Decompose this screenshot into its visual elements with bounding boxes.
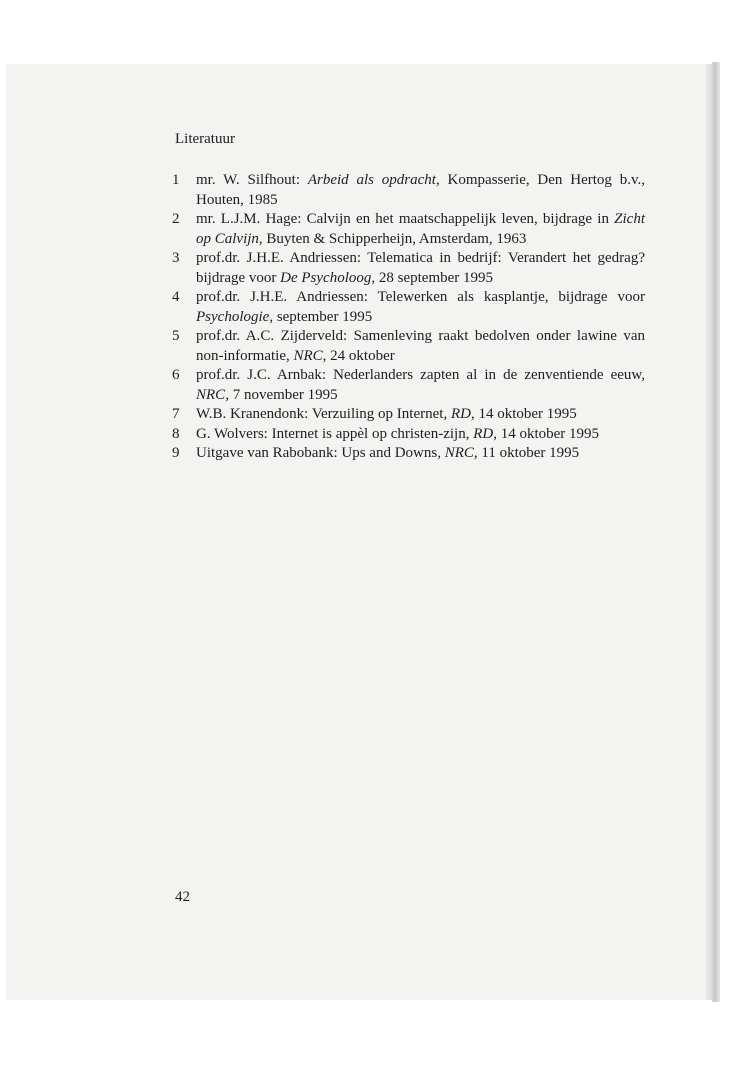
reference-number: 7 bbox=[172, 406, 180, 422]
reference-segment: prof.dr. J.H.E. Andriessen: Telematica in bedrijf: Verandert het gedrag? bijdrage voor bbox=[196, 250, 645, 286]
reference-text bbox=[196, 250, 645, 286]
reference-segment: mr. W. Silfhout: bbox=[196, 172, 308, 188]
reference-list bbox=[170, 171, 645, 464]
reference-number: 2 bbox=[172, 211, 180, 227]
page-edge bbox=[712, 62, 720, 1002]
reference-title: De Psycholoog bbox=[280, 269, 372, 286]
reference-item bbox=[170, 210, 645, 249]
reference-item bbox=[170, 288, 645, 327]
reference-item bbox=[170, 171, 645, 210]
reference-text bbox=[196, 367, 645, 403]
reference-item bbox=[170, 425, 645, 445]
reference-title: NRC bbox=[444, 445, 474, 461]
reference-number: 8 bbox=[172, 425, 180, 442]
reference-number: 9 bbox=[172, 445, 180, 461]
reference-segment: prof.dr. A.C. Zijderveld: Samenleving raakt bedolven onder lawine van non-informatie, bbox=[196, 328, 645, 364]
reference-text bbox=[196, 289, 645, 325]
section-heading: Literatuur bbox=[175, 131, 235, 147]
reference-number: 5 bbox=[172, 328, 180, 344]
reference-segment: , Kompasserie, Den Hertog b.v., Houten, 1985 bbox=[196, 172, 645, 208]
reference-title: RD bbox=[450, 406, 471, 422]
reference-segment: , Buyten & Schipperheijn, Amsterdam, 1963 bbox=[258, 230, 527, 247]
page-number: 42 bbox=[175, 889, 190, 905]
reference-title: NRC bbox=[293, 347, 323, 364]
reference-number: 6 bbox=[172, 367, 180, 383]
reference-number: 1 bbox=[172, 172, 180, 188]
reference-text bbox=[196, 172, 645, 208]
reference-title: Arbeid als opdracht bbox=[307, 172, 436, 188]
reference-text bbox=[196, 406, 577, 422]
reference-item bbox=[170, 249, 645, 288]
reference-segment: , 28 september 1995 bbox=[371, 269, 494, 286]
reference-text bbox=[196, 426, 599, 442]
reference-item bbox=[170, 405, 645, 425]
reference-segment: Uitgave van Rabobank: Ups and Downs, bbox=[196, 445, 445, 461]
reference-segment: , 14 oktober 1995 bbox=[493, 425, 600, 442]
reference-segment: , 7 november 1995 bbox=[225, 386, 338, 403]
reference-segment: , 24 oktober bbox=[322, 347, 395, 364]
reference-title: Zicht op Calvijn bbox=[196, 211, 645, 247]
reference-text bbox=[196, 328, 645, 364]
reference-title: RD bbox=[473, 425, 494, 442]
reference-segment: prof.dr. J.C. Arnbak: Nederlanders zapten al in de zenventiende eeuw, bbox=[196, 367, 645, 383]
reference-title: NRC bbox=[196, 386, 226, 403]
reference-title: Psychologie bbox=[196, 308, 270, 325]
reference-text bbox=[196, 445, 579, 461]
reference-text bbox=[196, 211, 645, 247]
reference-number: 4 bbox=[172, 289, 180, 305]
reference-segment: , september 1995 bbox=[269, 308, 373, 325]
reference-segment: mr. L.J.M. Hage: Calvijn en het maatschappelijk leven, bijdrage in bbox=[196, 211, 615, 227]
reference-segment: prof.dr. J.H.E. Andriessen: Telewerken als kasplantje, bijdrage voor bbox=[196, 289, 645, 305]
reference-number: 3 bbox=[172, 250, 180, 266]
reference-segment: , 11 oktober 1995 bbox=[473, 445, 580, 461]
reference-item bbox=[170, 327, 645, 366]
reference-item bbox=[170, 444, 645, 464]
reference-segment: G. Wolvers: Internet is appèl op christen-zijn, bbox=[196, 425, 474, 442]
reference-segment: , 14 oktober 1995 bbox=[470, 406, 577, 422]
reference-item bbox=[170, 366, 645, 405]
reference-segment: W.B. Kranendonk: Verzuiling op Internet, bbox=[196, 406, 451, 422]
